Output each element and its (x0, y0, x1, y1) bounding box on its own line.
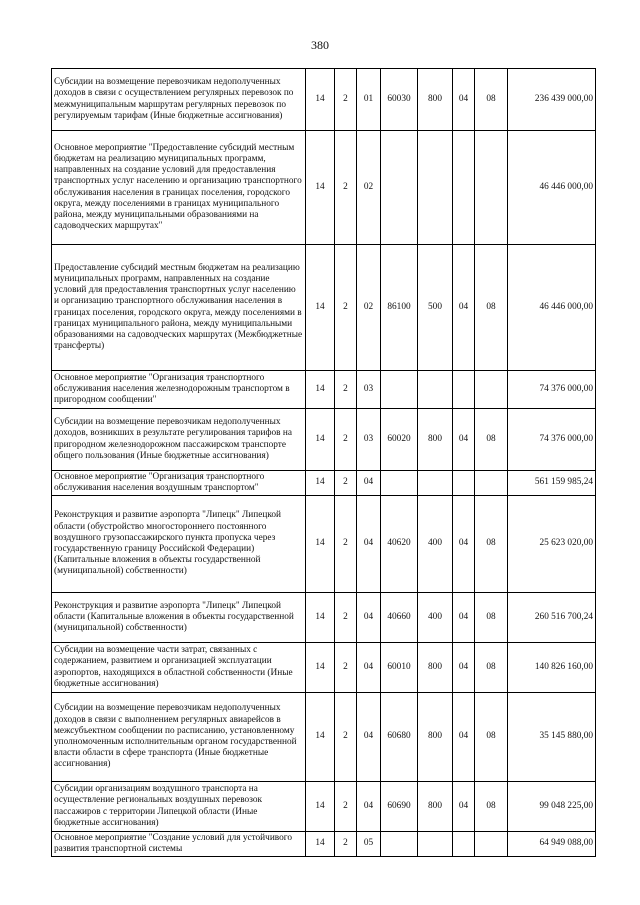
subsection-code (475, 131, 508, 245)
subsection-code: 08 (475, 782, 508, 832)
direction-code: 60680 (381, 693, 418, 782)
budget-table (51, 68, 596, 857)
table-row (52, 131, 596, 245)
row-description: Субсидии на возмещение перевозчикам недополученных доходов в связи с осуществлением регулярных перевозок по межмуниципальным маршрутам регулярных перевозок по регулируемым тарифам (Иные бюджетные ассигнования) (52, 69, 306, 131)
section-code (453, 371, 475, 409)
program-code: 14 (306, 131, 335, 245)
program-code: 14 (306, 782, 335, 832)
row-amount: 46 446 000,00 (508, 245, 596, 371)
row-amount: 25 623 020,00 (508, 496, 596, 593)
expense-type-code (418, 471, 453, 496)
program-code: 14 (306, 643, 335, 693)
program-code: 14 (306, 693, 335, 782)
subprogram-code: 2 (335, 471, 357, 496)
row-description: Основное мероприятие "Предоставление субсидий местным бюджетам на реализацию муниципальных программ, направленных на создание условий для предоставления транспортных услуг населению и организацию транспортного обслуживания населения в границах поселения, городского округа, между поселениями в границах муниципального района, между муниципальными образованиями на садоводческих маршрутах" (52, 131, 306, 245)
table-row (52, 245, 596, 371)
event-code: 05 (357, 832, 381, 857)
expense-type-code (418, 131, 453, 245)
expense-type-code: 800 (418, 782, 453, 832)
row-amount: 260 516 700,24 (508, 593, 596, 643)
direction-code: 40660 (381, 593, 418, 643)
direction-code (381, 371, 418, 409)
section-code: 04 (453, 643, 475, 693)
subsection-code (475, 471, 508, 496)
event-code: 04 (357, 693, 381, 782)
subprogram-code: 2 (335, 693, 357, 782)
table-row (52, 593, 596, 643)
program-code: 14 (306, 371, 335, 409)
subsection-code (475, 371, 508, 409)
row-description: Реконструкция и развитие аэропорта "Липецк" Липецкой области (обустройство многостороннего постоянного воздушного грузопассажирского пункта пропуска через государственную границу Российской Федерации) (Капитальные вложения в объекты государственной (муниципальной) собственности) (52, 496, 306, 593)
section-code: 04 (453, 693, 475, 782)
event-code: 03 (357, 371, 381, 409)
direction-code (381, 471, 418, 496)
program-code: 14 (306, 496, 335, 593)
table-row (52, 471, 596, 496)
event-code: 04 (357, 471, 381, 496)
direction-code: 60020 (381, 409, 418, 471)
subprogram-code: 2 (335, 832, 357, 857)
expense-type-code: 500 (418, 245, 453, 371)
program-code: 14 (306, 593, 335, 643)
row-description: Реконструкция и развитие аэропорта "Липецк" Липецкой области (Капитальные вложения в объекты государственной (муниципальной) собственности) (52, 593, 306, 643)
row-description: Предоставление субсидий местным бюджетам на реализацию муниципальных программ, направленных на создание условий для предоставления транспортных услуг населению и организацию транспортного обслуживания населения в границах поселения, городского округа, между поселениями в границах муниципального района, между муниципальными образованиями на садоводческих маршрутах (Межбюджетные трансферты) (52, 245, 306, 371)
subsection-code: 08 (475, 643, 508, 693)
table-row (52, 371, 596, 409)
row-amount: 561 159 985,24 (508, 471, 596, 496)
row-description: Субсидии организациям воздушного транспорта на осуществление региональных воздушных перевозок пассажиров с территории Липецкой области (Иные бюджетные ассигнования) (52, 782, 306, 832)
table-row (52, 69, 596, 131)
subprogram-code: 2 (335, 69, 357, 131)
expense-type-code: 800 (418, 409, 453, 471)
subprogram-code: 2 (335, 782, 357, 832)
direction-code (381, 131, 418, 245)
direction-code: 60690 (381, 782, 418, 832)
row-amount: 35 145 880,00 (508, 693, 596, 782)
direction-code: 60030 (381, 69, 418, 131)
row-amount: 46 446 000,00 (508, 131, 596, 245)
row-description: Субсидии на возмещение части затрат, связанных с содержанием, развитием и организацией эксплуатации аэропортов, находящихся в областной собственности (Иные бюджетные ассигнования) (52, 643, 306, 693)
subprogram-code: 2 (335, 496, 357, 593)
section-code: 04 (453, 593, 475, 643)
event-code: 04 (357, 782, 381, 832)
table-row (52, 693, 596, 782)
row-description: Основное мероприятие "Создание условий для устойчивого развития транспортной системы (52, 832, 306, 857)
section-code: 04 (453, 496, 475, 593)
expense-type-code: 400 (418, 496, 453, 593)
direction-code: 60010 (381, 643, 418, 693)
expense-type-code: 800 (418, 693, 453, 782)
section-code (453, 832, 475, 857)
subprogram-code: 2 (335, 371, 357, 409)
direction-code (381, 832, 418, 857)
row-amount: 64 949 088,00 (508, 832, 596, 857)
subprogram-code: 2 (335, 131, 357, 245)
section-code: 04 (453, 69, 475, 131)
program-code: 14 (306, 69, 335, 131)
event-code: 04 (357, 643, 381, 693)
event-code: 02 (357, 131, 381, 245)
subsection-code: 08 (475, 409, 508, 471)
row-amount: 99 048 225,00 (508, 782, 596, 832)
subprogram-code: 2 (335, 245, 357, 371)
program-code: 14 (306, 471, 335, 496)
direction-code: 40620 (381, 496, 418, 593)
row-description: Субсидии на возмещение перевозчикам недополученных доходов в связи с выполнением регулярных авиарейсов в межсубъектном сообщении по расписанию, установленному уполномоченным исполнительным органом государственной власти области в сфере транспорта (Иные бюджетные ассигнования) (52, 693, 306, 782)
expense-type-code: 800 (418, 643, 453, 693)
section-code (453, 131, 475, 245)
event-code: 02 (357, 245, 381, 371)
page-number: 380 (311, 38, 329, 52)
table-row (52, 832, 596, 857)
table-row (52, 782, 596, 832)
section-code: 04 (453, 409, 475, 471)
subsection-code: 08 (475, 245, 508, 371)
row-amount: 74 376 000,00 (508, 371, 596, 409)
table-row (52, 496, 596, 593)
table-body (52, 69, 596, 857)
direction-code: 86100 (381, 245, 418, 371)
subsection-code: 08 (475, 693, 508, 782)
table-row (52, 643, 596, 693)
section-code (453, 471, 475, 496)
table-row (52, 409, 596, 471)
row-amount: 140 826 160,00 (508, 643, 596, 693)
subprogram-code: 2 (335, 643, 357, 693)
section-code: 04 (453, 245, 475, 371)
row-description: Основное мероприятие "Организация транспортного обслуживания населения воздушным транспортом" (52, 471, 306, 496)
event-code: 03 (357, 409, 381, 471)
row-description: Основное мероприятие "Организация транспортного обслуживания населения железнодорожным транспортом в пригородном сообщении" (52, 371, 306, 409)
subprogram-code: 2 (335, 409, 357, 471)
program-code: 14 (306, 832, 335, 857)
expense-type-code: 800 (418, 69, 453, 131)
subsection-code (475, 832, 508, 857)
expense-type-code (418, 371, 453, 409)
subprogram-code: 2 (335, 593, 357, 643)
event-code: 04 (357, 496, 381, 593)
subsection-code: 08 (475, 593, 508, 643)
row-description: Субсидии на возмещение перевозчикам недополученных доходов, возникших в результате регулирования тарифов на пригородном железнодорожном пассажирском транспорте общего пользования (Иные бюджетные ассигнования) (52, 409, 306, 471)
expense-type-code (418, 832, 453, 857)
subsection-code: 08 (475, 69, 508, 131)
event-code: 04 (357, 593, 381, 643)
program-code: 14 (306, 409, 335, 471)
program-code: 14 (306, 245, 335, 371)
section-code: 04 (453, 782, 475, 832)
expense-type-code: 400 (418, 593, 453, 643)
row-amount: 74 376 000,00 (508, 409, 596, 471)
row-amount: 236 439 000,00 (508, 69, 596, 131)
event-code: 01 (357, 69, 381, 131)
subsection-code: 08 (475, 496, 508, 593)
